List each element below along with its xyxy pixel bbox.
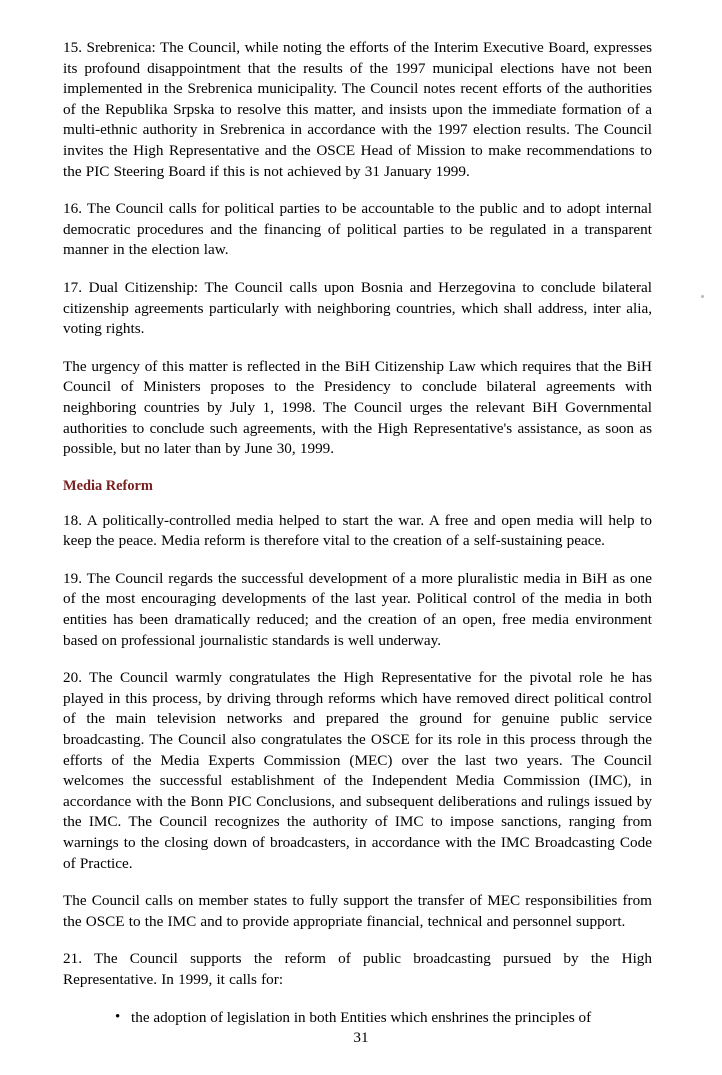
section-heading-media-reform: Media Reform xyxy=(63,477,153,494)
page-number: 31 xyxy=(353,1029,369,1046)
paragraph-19: 19. The Council regards the successful development of a more pluralistic media in BiH as one of the most encouraging developments of the last year. Political control of the media in both entities has been dramatically reduced; and the creation of an open, free media environment based on professional journalistic standards is well underway. xyxy=(63,569,652,649)
paragraph-16: 16. The Council calls for political parties to be accountable to the public and to adopt internal democratic procedures and the financing of political parties to be regulated in a transparent manner in the election law. xyxy=(63,200,652,259)
paragraph-18: 18. A politically-controlled media helped to start the war. A free and open media will help to keep the peace. Media reform is therefore vital to the creation of a self-sustaining peace. xyxy=(63,511,652,550)
paragraph-17: 17. Dual Citizenship: The Council calls upon Bosnia and Herzegovina to conclude bilateral citizenship agreements particularly with neighboring countries, which shall address, inter alia, voting rights. xyxy=(63,278,652,338)
paragraph-20: 20. The Council warmly congratulates the High Representative for the pivotal role he has played in this process, by driving through reforms which have removed direct political control of the main television networks and prepared the ground for genuine public service broadcasting. The Council also congratulates the OSCE for its role in this process through the efforts of the Media Experts Commission (MEC) over the last two years. The Council welcomes the successful establishment of the Independent Media Commission (IMC), in accordance with the Bonn PIC Conclusions, and subsequent deliberations and rulings issued by the IMC. The Council recognizes the authority of IMC to impose sanctions, ranging from warnings to the closing down of broadcasters, in accordance with the IMC Broadcasting Code of Practice. xyxy=(63,669,652,872)
paragraph-member-states: The Council calls on member states to fully support the transfer of MEC responsibilities from the OSCE to the IMC and to provide appropriate financial, technical and personnel support. xyxy=(63,892,652,930)
stray-speck xyxy=(701,295,704,298)
list-item: • the adoption of legislation in both Entities which enshrines the principles of xyxy=(115,1008,652,1029)
paragraph-15: 15. Srebrenica: The Council, while noting the efforts of the Interim Executive Board, expresses its profound disappointment that the results of the 1997 municipal elections have not been implemented in the Srebrenica municipality. The Council notes recent efforts of the authorities of the Republika Srpska to resolve this matter, and insists upon the immediate formation of a multi-ethnic authority in Srebrenica in accordance with the 1997 election results. The Council invites the High Representative and the OSCE Head of Mission to make recommendations to the PIC Steering Board if this is not achieved by 31 January 1999. xyxy=(63,39,652,180)
paragraph-urgency: The urgency of this matter is reflected in the BiH Citizenship Law which requires that the BiH Council of Ministers proposes to the Presidency to conclude bilateral agreements with neighboring countries by July 1, 1998. The Council urges the relevant BiH Governmental authorities to conclude such agreements, with the High Representative's assistance, as soon as possible, but no later than by June 30, 1999. xyxy=(63,357,652,458)
bullet-list xyxy=(63,1008,652,1029)
paragraph-21: 21. The Council supports the reform of public broadcasting pursued by the High Representative. In 1999, it calls for: xyxy=(63,950,652,988)
